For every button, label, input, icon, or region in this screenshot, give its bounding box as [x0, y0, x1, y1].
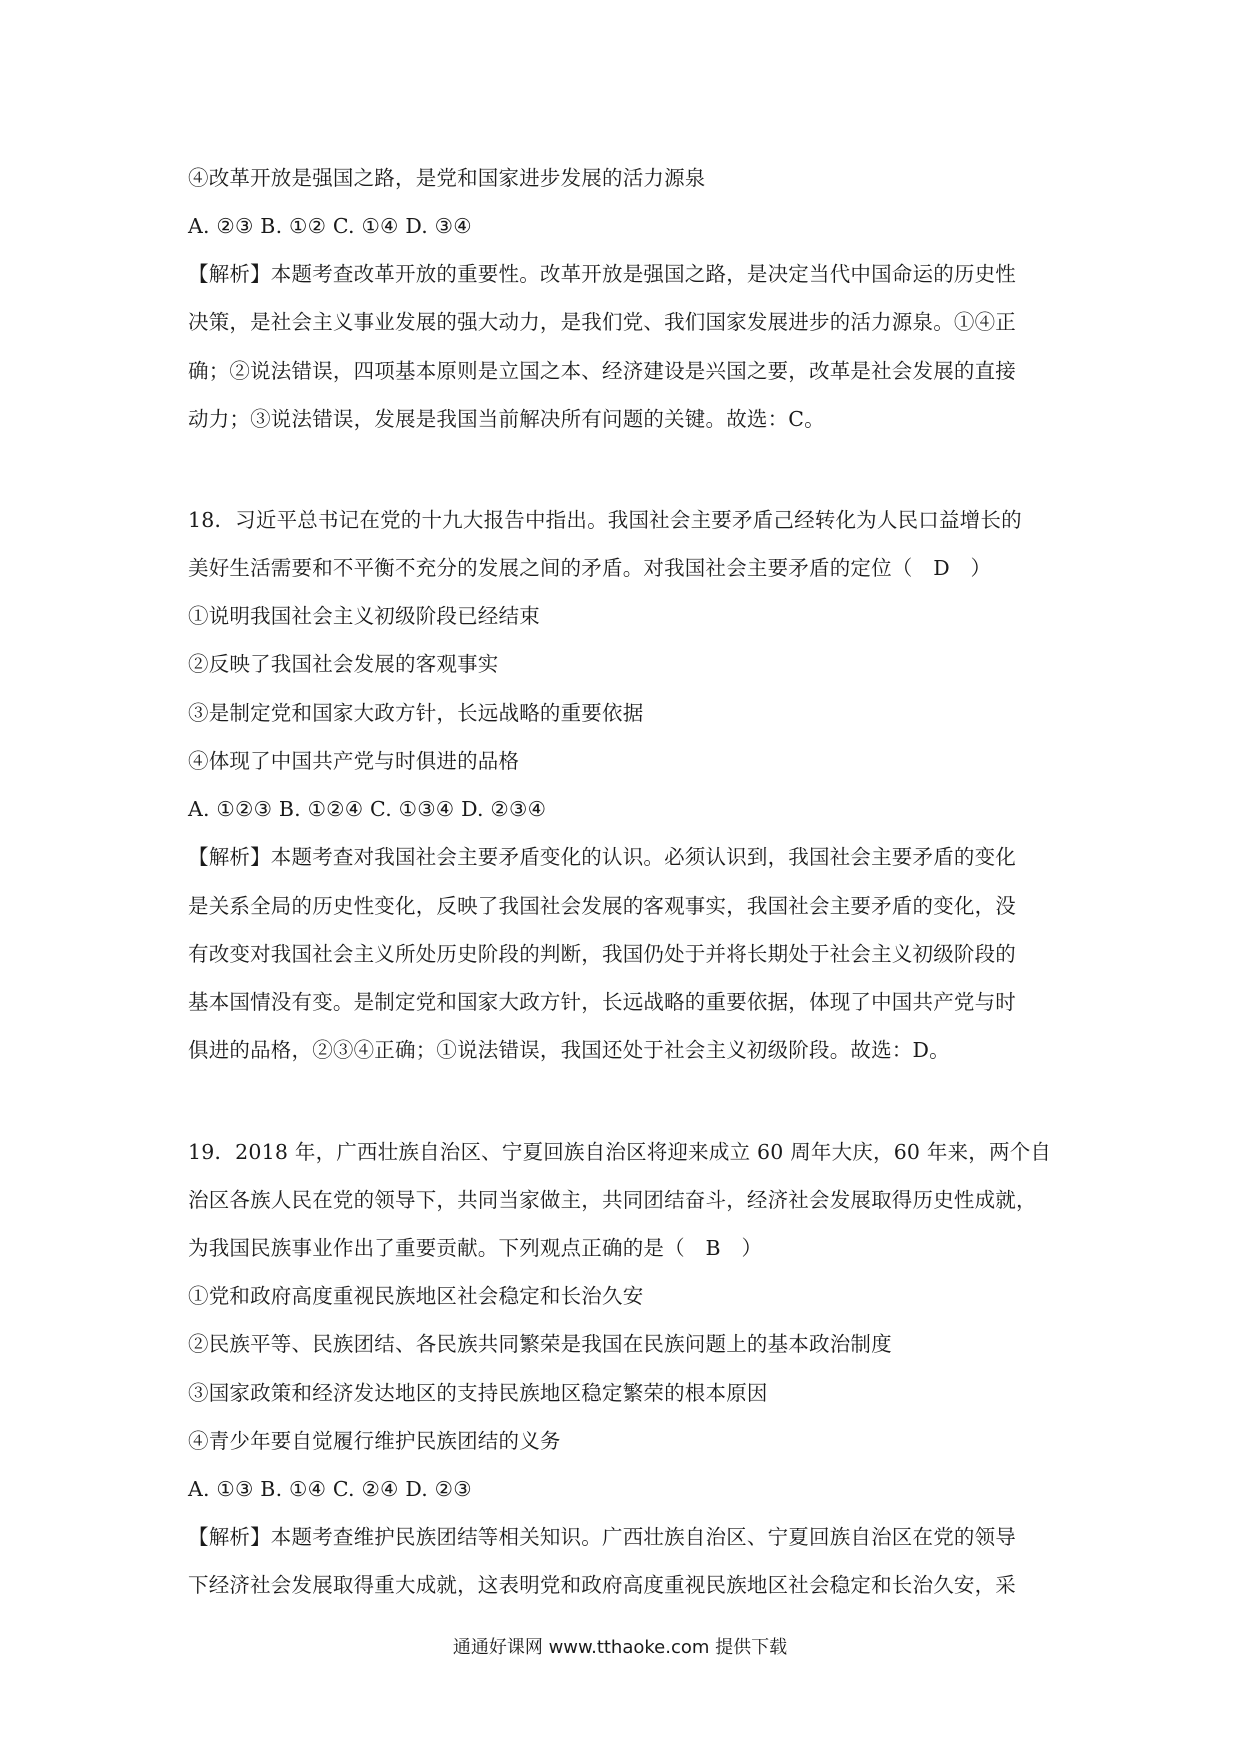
q19-stem-line: 19．2018 年，广西壮族自治区、宁夏回族自治区将迎来成立 60 周年大庆，60 年来，两个自 — [188, 1140, 1052, 1164]
q19-analysis-line: 【解析】本题考查维护民族团结等相关知识。广西壮族自治区、宁夏回族自治区在党的领导 — [188, 1525, 1016, 1549]
q18-stem-line: 美好生活需要和不平衡不充分的发展之间的矛盾。对我国社会主要矛盾的定位（ D ） — [188, 556, 992, 580]
q19-analysis-line: 下经济社会发展取得重大成就，这表明党和政府高度重视民族地区社会稳定和长治久安，采 — [188, 1573, 1016, 1597]
q19-option-4: ④青少年要自觉履行维护民族团结的义务 — [188, 1429, 561, 1453]
q18-analysis-line: 【解析】本题考查对我国社会主要矛盾变化的认识。必须认识到，我国社会主要矛盾的变化 — [188, 845, 1016, 869]
q18-option-1: ①说明我国社会主义初级阶段已经结束 — [188, 604, 540, 628]
q17-analysis-line: 【解析】本题考查改革开放的重要性。改革开放是强国之路，是决定当代中国命运的历史性 — [188, 262, 1016, 286]
q18-option-2: ②反映了我国社会发展的客观事实 — [188, 652, 499, 676]
q19-option-3: ③国家政策和经济发达地区的支持民族地区稳定繁荣的根本原因 — [188, 1381, 768, 1405]
q19-stem-line: 为我国民族事业作出了重要贡献。下列观点正确的是（ B ） — [188, 1236, 763, 1260]
q17-choices: A. ②③ B. ①② C. ①④ D. ③④ — [188, 214, 472, 238]
q18-option-4: ④体现了中国共产党与时俱进的品格 — [188, 749, 520, 773]
q17-option-4: ④改革开放是强国之路，是党和国家进步发展的活力源泉 — [188, 166, 706, 190]
q19-option-1: ①党和政府高度重视民族地区社会稳定和长治久安 — [188, 1284, 644, 1308]
q18-analysis-line: 基本国情没有变。是制定党和国家大政方针，长远战略的重要依据，体现了中国共产党与时 — [188, 990, 1016, 1014]
q18-analysis-line: 是关系全局的历史性变化，反映了我国社会发展的客观事实，我国社会主要矛盾的变化，没 — [188, 894, 1016, 918]
page-footer: 通通好课网 www.tthaoke.com 提供下载 — [452, 1637, 788, 1658]
q19-stem-line: 治区各族人民在党的领导下，共同当家做主，共同团结奋斗，经济社会发展取得历史性成就， — [188, 1188, 1037, 1212]
q17-analysis-line: 确；②说法错误，四项基本原则是立国之本、经济建设是兴国之要，改革是社会发展的直接 — [188, 359, 1016, 383]
q19-choices: A. ①③ B. ①④ C. ②④ D. ②③ — [188, 1477, 472, 1501]
q18-analysis-line: 有改变对我国社会主义所处历史阶段的判断，我国仍处于并将长期处于社会主义初级阶段的 — [188, 942, 1016, 966]
q17-analysis-line: 动力；③说法错误，发展是我国当前解决所有问题的关键。故选：C。 — [188, 407, 825, 431]
q18-choices: A. ①②③ B. ①②④ C. ①③④ D. ②③④ — [188, 797, 547, 821]
q18-stem-line: 18．习近平总书记在党的十九大报告中指出。我国社会主要矛盾己经转化为人民口益增长的 — [188, 508, 1022, 532]
q18-analysis-line: 俱进的品格，②③④正确；①说法错误，我国还处于社会主义初级阶段。故选：D。 — [188, 1038, 950, 1062]
q18-option-3: ③是制定党和国家大政方针，长远战略的重要依据 — [188, 701, 644, 725]
q17-analysis-line: 决策，是社会主义事业发展的强大动力，是我们党、我们国家发展进步的活力源泉。①④正 — [188, 310, 1016, 334]
q19-option-2: ②民族平等、民族团结、各民族共同繁荣是我国在民族问题上的基本政治制度 — [188, 1332, 892, 1356]
